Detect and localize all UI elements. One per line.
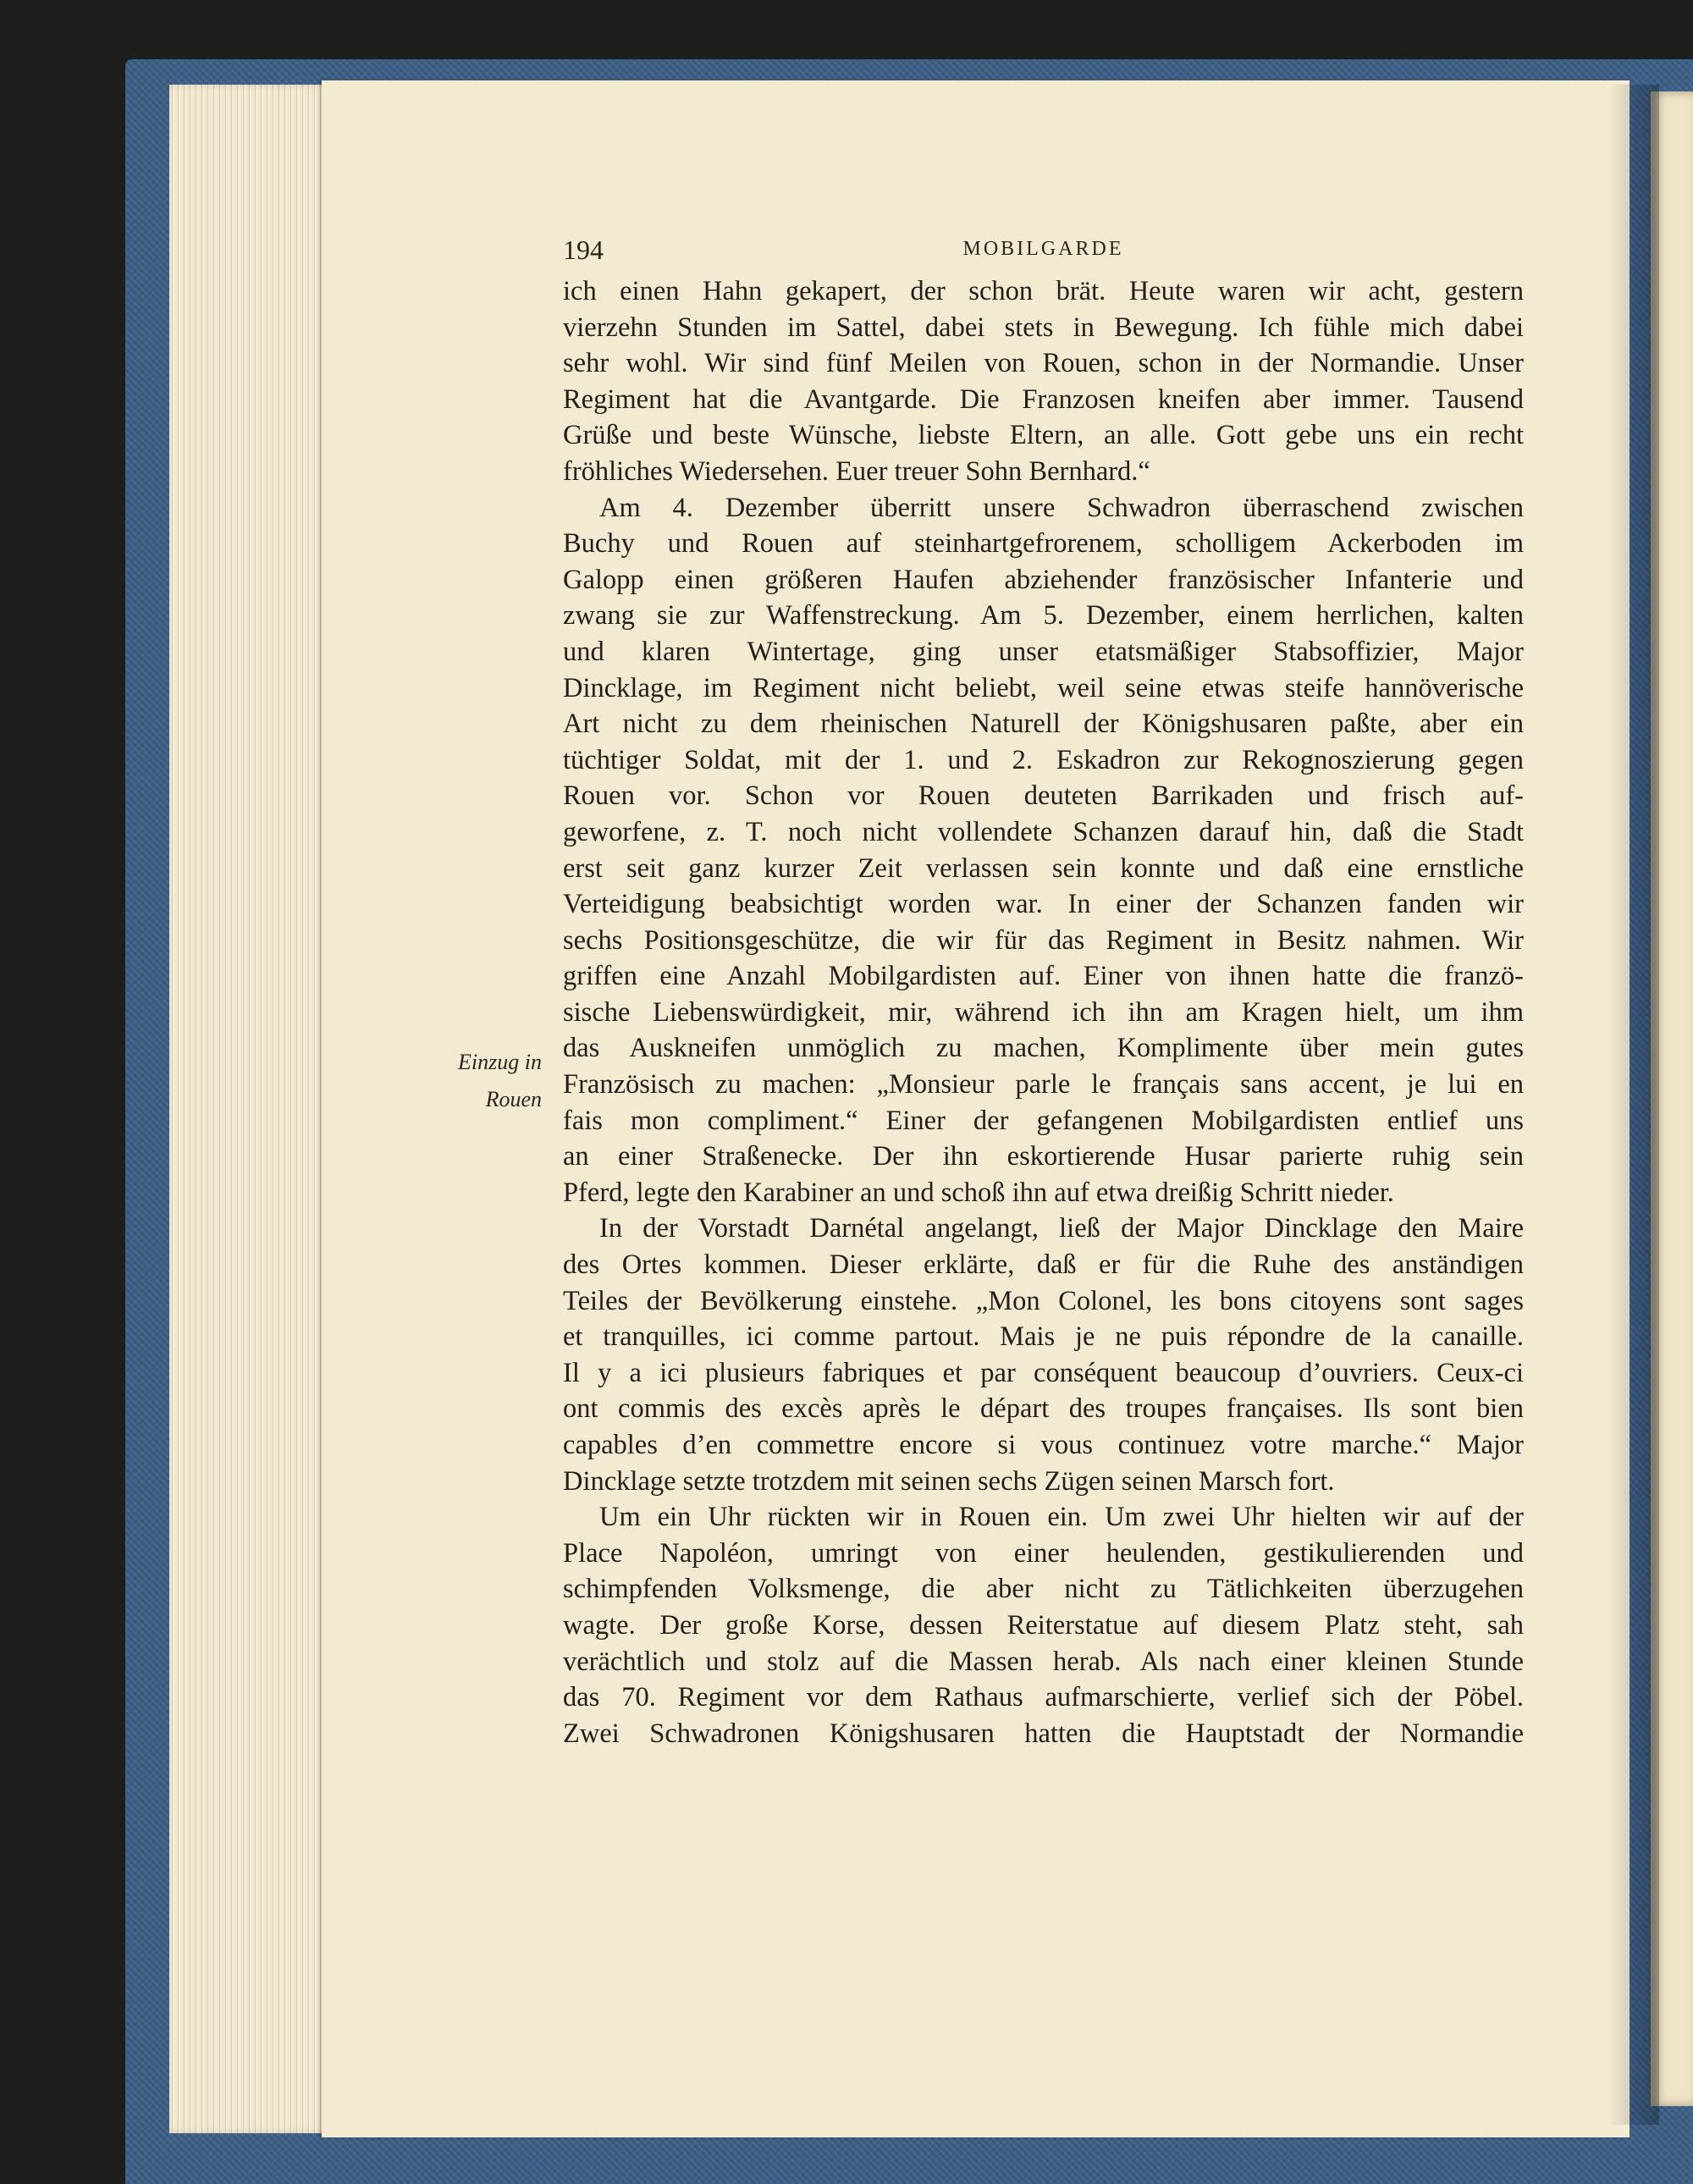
marginal-note-line: Rouen [485, 1087, 542, 1111]
text-line: Il y a ici plusieurs fabriques et par conséquent beaucoup d’ouvriers. Ceux-ci [563, 1357, 1524, 1388]
text-line: zwang sie zur Waffenstreckung. Am 5. Dezember, einem herrlichen, kalten [563, 600, 1524, 631]
text-line: Place Napoléon, umringt von einer heulenden, gestikulierenden und [563, 1537, 1524, 1569]
text-line: fröhliches Wiedersehen. Euer treuer Sohn Bernhard.“ [563, 455, 1150, 487]
text-line: erst seit ganz kurzer Zeit verlassen sein konnte und daß eine ernstliche [563, 852, 1524, 884]
text-line: sehr wohl. Wir sind fünf Meilen von Rouen, schon in der Normandie. Unser [563, 348, 1524, 379]
text-line: Grüße und beste Wünsche, liebste Eltern, an alle. Gott gebe uns ein recht [563, 420, 1524, 451]
text-line: sechs Positionsgeschütze, die wir für das Regiment in Besitz nahmen. Wir [563, 924, 1524, 956]
text-line: capables d’en commettre encore si vous continuez votre marche.“ Major [563, 1430, 1524, 1460]
text-line: In der Vorstadt Darnétal angelangt, ließ der Major Dincklage den Maire [599, 1213, 1524, 1244]
text-line: Regiment hat die Avantgarde. Die Franzosen kneifen aber immer. Tausend [563, 383, 1524, 415]
text-line: wagte. Der große Korse, dessen Reiterstatue auf diesem Platz steht, sah [563, 1609, 1524, 1641]
text-line: Zwei Schwadronen Königshusaren hatten die Hauptstadt der Normandie [563, 1718, 1524, 1749]
text-line: Art nicht zu dem rheinischen Naturell der Königshusaren paßte, aber ein [563, 709, 1524, 740]
text-line: Um ein Uhr rückten wir in Rouen ein. Um zwei Uhr hielten wir auf der [599, 1502, 1524, 1533]
text-line: vierzehn Stunden im Sattel, dabei stets in Bewegung. Ich fühle mich dabei [563, 312, 1524, 343]
text-line: das Auskneifen unmöglich zu machen, Komplimente über mein gutes [563, 1033, 1524, 1064]
text-line: schimpfenden Volksmenge, die aber nicht zu Tätlichkeiten überzugehen [563, 1574, 1524, 1605]
page-header [563, 234, 1524, 268]
text-line: griffen eine Anzahl Mobilgardisten auf. Einer von ihnen hatte die franzö- [563, 961, 1524, 992]
book-page [322, 80, 1630, 2137]
text-line: Französisch zu machen: „Monsieur parle le français sans accent, je lui en [563, 1069, 1524, 1100]
page-number: 194 [563, 234, 604, 265]
text-line: Pferd, legte den Karabiner an und schoß ihn auf etwa dreißig Schritt nieder. [563, 1177, 1394, 1208]
text-line: verächtlich und stolz auf die Massen herab. Als nach einer kleinen Stunde [563, 1646, 1524, 1677]
text-line: et tranquilles, ici comme partout. Mais je ne puis répondre de la canaille. [563, 1321, 1524, 1353]
text-line: Verteidigung beabsichtigt worden war. In einer der Schanzen fanden wir [563, 889, 1524, 920]
text-line: Am 4. Dezember überritt unsere Schwadron überraschend zwischen [599, 492, 1524, 523]
text-line: Buchy und Rouen auf steinhartgefrorenem, scholligem Ackerboden im [563, 528, 1524, 560]
body-text [563, 273, 1524, 1751]
text-line: das 70. Regiment vor dem Rathaus aufmarschierte, verlief sich der Pöbel. [563, 1682, 1524, 1713]
text-line: Dincklage setzte trotzdem mit seinen sechs Zügen seinen Marsch fort. [563, 1465, 1335, 1497]
text-line: Dincklage, im Regiment nicht beliebt, weil seine etwas steife hannöverische [563, 672, 1524, 703]
text-line: tüchtiger Soldat, mit der 1. und 2. Eskadron zur Rekognoszierung gegen [563, 744, 1524, 775]
text-line: ont commis des excès après le départ des troupes françaises. Ils sont bien [563, 1393, 1524, 1425]
marginal-note [440, 1044, 542, 1118]
text-line: fais mon compliment.“ Einer der gefangenen Mobilgardisten entlief uns [563, 1105, 1524, 1136]
text-line: und klaren Wintertage, ging unser etatsmäßiger Stabsoffizier, Major [563, 636, 1524, 667]
text-line: Rouen vor. Schon vor Rouen deuteten Barrikaden und frisch auf- [563, 780, 1524, 812]
text-line: Galopp einen größeren Haufen abziehender französischer Infanterie und [563, 564, 1524, 595]
text-line: ich einen Hahn gekapert, der schon brät. Heute waren wir acht, gestern [563, 276, 1524, 306]
text-line: an einer Straßenecke. Der ihn eskortierende Husar parierte ruhig sein [563, 1141, 1524, 1172]
text-line: Teiles der Bevölkerung einstehe. „Mon Colonel, les bons citoyens sont sages [563, 1285, 1524, 1316]
page-edges [169, 85, 339, 2133]
text-line: des Ortes kommen. Dieser erklärte, daß er für die Ruhe des anständigen [563, 1249, 1524, 1281]
running-title: MOBILGARDE [962, 238, 1124, 260]
marginal-note-line: Einzug in [458, 1050, 542, 1074]
text-line: sische Liebenswürdigkeit, mir, während ich ihn am Kragen hielt, um ihm [563, 996, 1524, 1028]
spine-shadow [1608, 85, 1659, 2125]
text-line: geworfene, z. T. noch nicht vollendete Schanzen darauf hin, daß die Stadt [563, 816, 1524, 847]
